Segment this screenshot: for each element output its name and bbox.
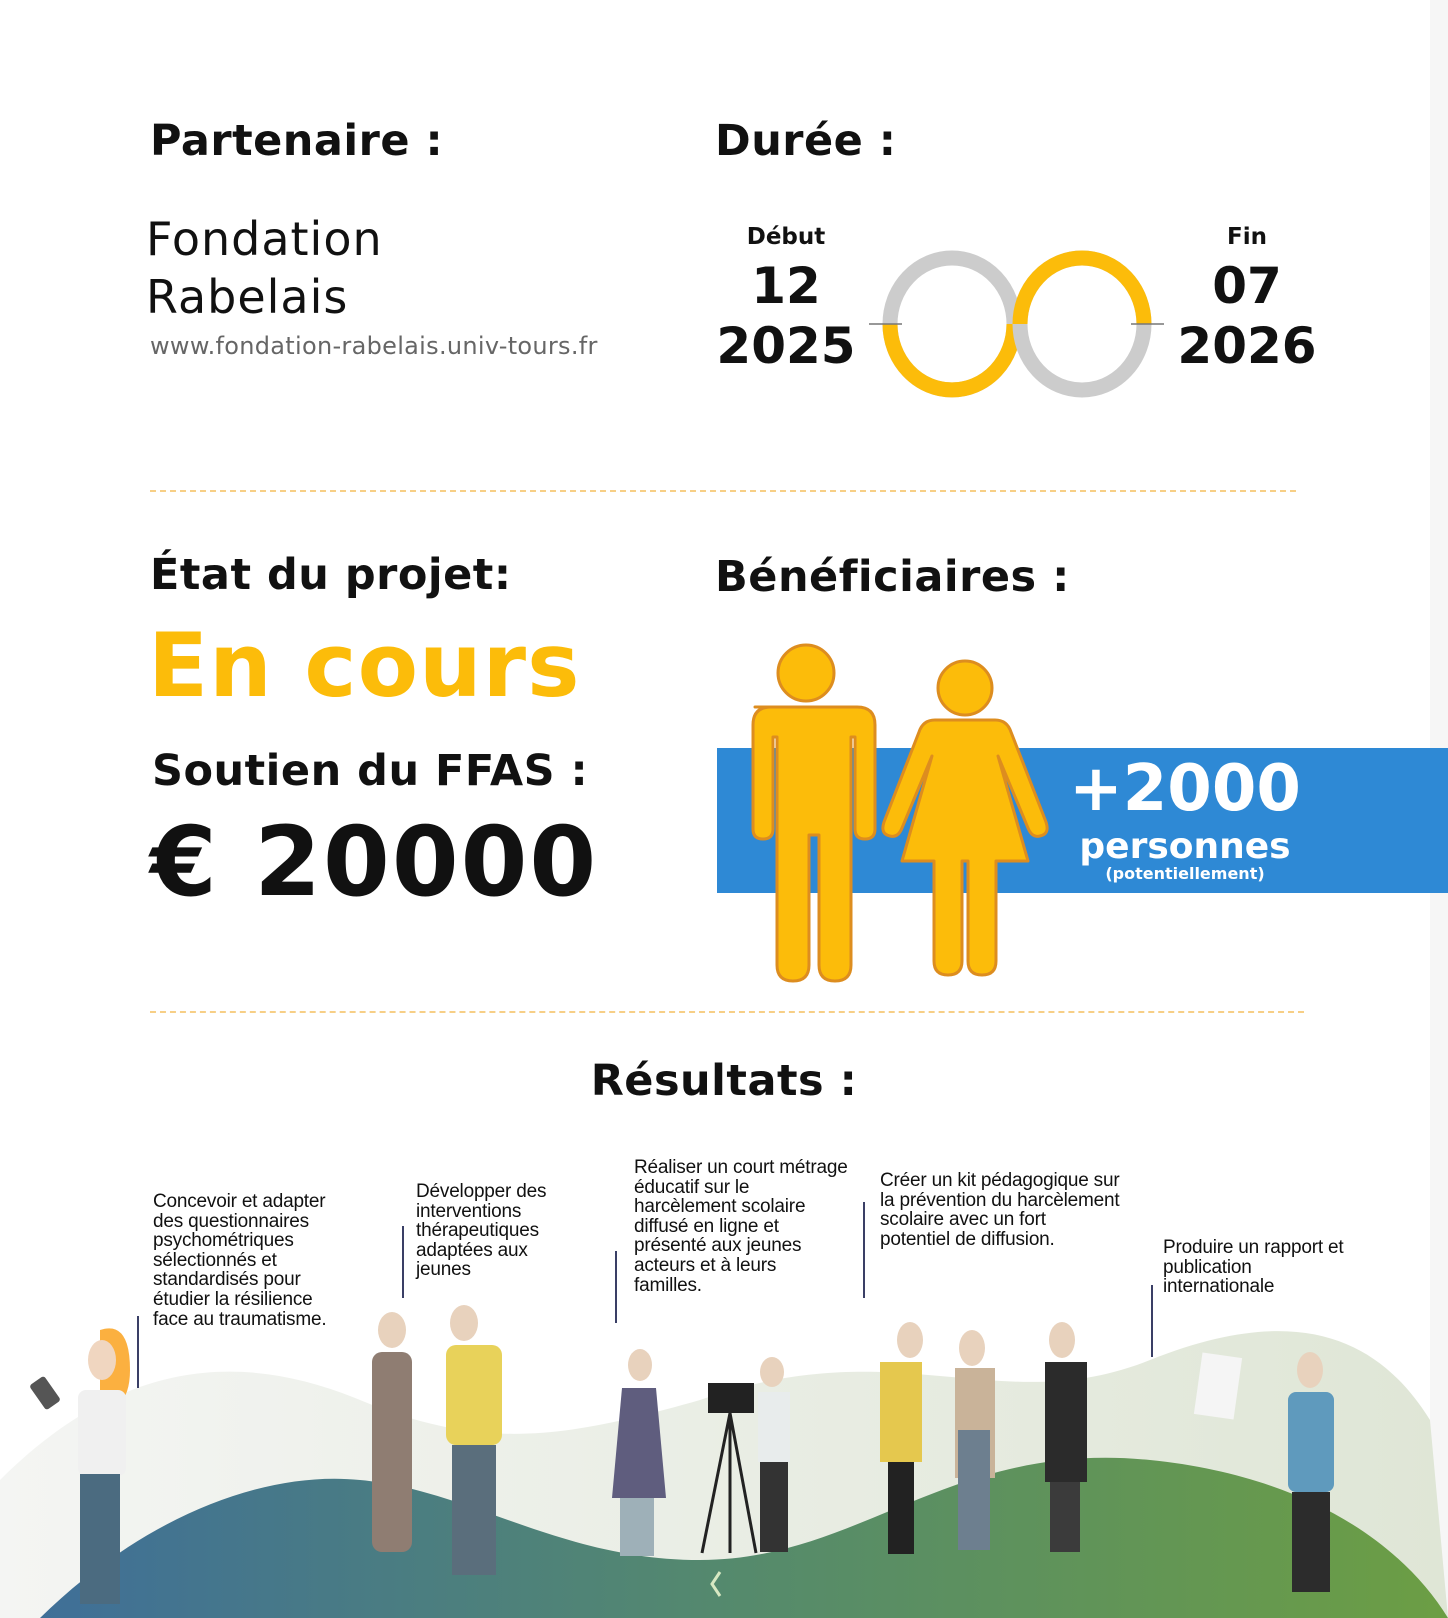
result-item-2: Développer des interventions thérapeutiques adaptées aux jeunes — [416, 1181, 547, 1281]
result-item-4: Créer un kit pédagogique sur la prévention du harcèlement scolaire avec un fort potentiel de diffusion. — [880, 1170, 1120, 1250]
result-item-3: Réaliser un court métrage éducatif sur le harcèlement scolaire diffusé en ligne et présenté aux jeunes acteurs et à leurs familles. — [634, 1157, 848, 1296]
start-month: 12 — [751, 257, 821, 315]
end-year: 2026 — [1177, 317, 1317, 375]
duration-heading: Durée : — [715, 116, 897, 166]
end-label: Fin — [1227, 224, 1267, 250]
status-heading: État du projet: — [150, 550, 512, 600]
person-report-illustration — [1194, 1352, 1334, 1592]
results-heading: Résultats : — [590, 1056, 858, 1106]
status-value: En cours — [148, 614, 581, 717]
beneficiaries-note: (potentiellement) — [1105, 864, 1265, 883]
result-item-1: Concevoir et adapter des questionnaires psychométriques sélectionnés et standardisés pour étudier la résilience face au traumatisme. — [153, 1191, 327, 1330]
filming-illustration — [612, 1349, 790, 1556]
people-discussion-illustration — [372, 1305, 502, 1575]
start-year: 2025 — [716, 317, 856, 375]
partner-heading: Partenaire : — [150, 116, 444, 166]
funding-heading: Soutien du FFAS : — [152, 746, 589, 796]
beneficiaries-heading: Bénéficiaires : — [715, 552, 1070, 602]
person-tablet-illustration — [29, 1328, 130, 1604]
partner-url[interactable]: www.fondation-rabelais.univ-tours.fr — [150, 332, 598, 360]
partner-name-line1: Fondation — [146, 212, 383, 266]
end-month: 07 — [1212, 257, 1282, 315]
group-kit-illustration — [880, 1322, 1087, 1554]
funding-amount: € 20000 — [150, 806, 599, 918]
beneficiaries-unit: personnes — [1079, 826, 1291, 867]
beneficiaries-count: +2000 — [1069, 752, 1301, 826]
result-item-5: Produire un rapport et publication internationale — [1163, 1237, 1344, 1298]
partner-name-line2: Rabelais — [146, 270, 349, 324]
start-label: Début — [746, 224, 826, 250]
